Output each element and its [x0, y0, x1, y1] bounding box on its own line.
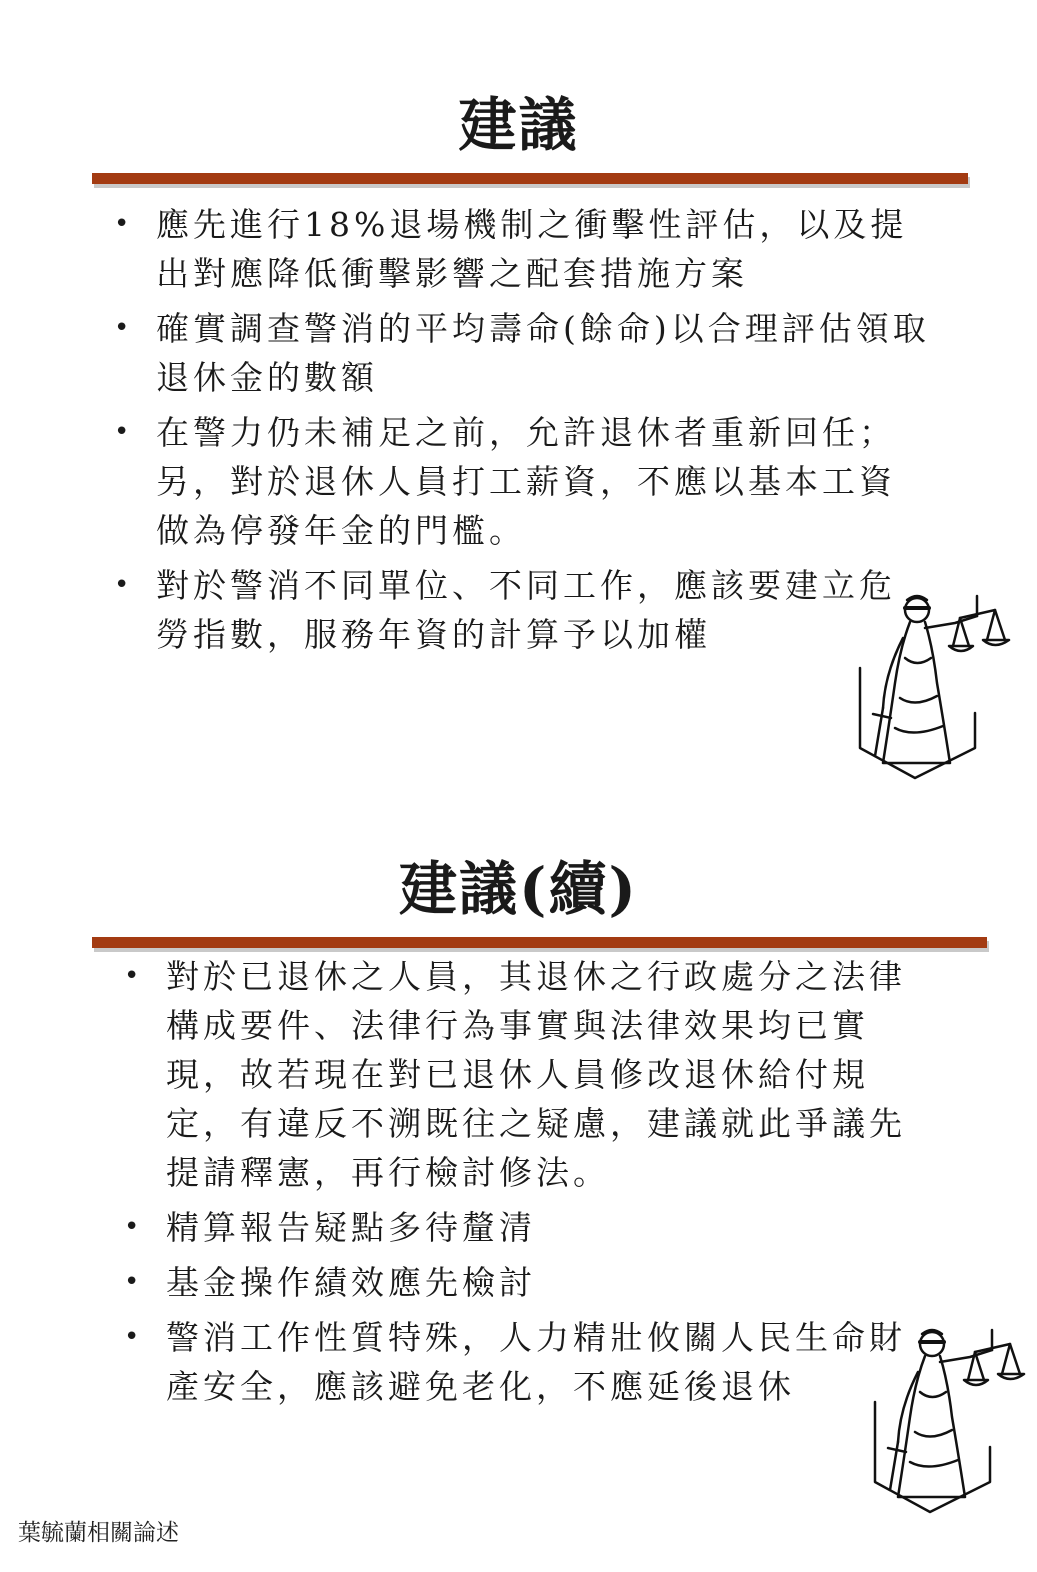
- slide2-bullet-4: • 警消工作性質特殊，人力精壯攸關人民生命財產安全，應該避免老化，不應延後退休: [120, 1313, 920, 1411]
- lady-justice-icon: [855, 588, 1015, 783]
- slide1-title-rule: [92, 173, 968, 184]
- slide2-bullet-3: • 基金操作績效應先檢討: [120, 1258, 920, 1307]
- slide2-bullet-2: • 精算報告疑點多待釐清: [120, 1203, 920, 1252]
- slide1-bullet-2: • 確實調查警消的平均壽命(餘命)以合理評估領取退休金的數額: [110, 304, 930, 402]
- lady-justice-icon: [870, 1322, 1030, 1517]
- slide2-bullet-1: • 對於已退休之人員，其退休之行政處分之法律構成要件、法律行為事實與法律效果均已實現，故若現在對已退休人員修改退休給付規定，有違反不溯既往之疑慮，建議就此爭議先提請釋憲，再行檢討修法。: [120, 952, 920, 1197]
- footer-caption: 葉毓蘭相關論述: [18, 1520, 179, 1546]
- slide1-bullet-1: • 應先進行18%退場機制之衝擊性評估，以及提出對應降低衝擊影響之配套措施方案: [110, 200, 930, 298]
- slide1-bullet-3: • 在警力仍未補足之前，允許退休者重新回任；另，對於退休人員打工薪資，不應以基本工資做為停發年金的門檻。: [110, 408, 930, 555]
- slide1-title: 建議: [458, 91, 579, 159]
- slide2-title-rule: [92, 937, 987, 948]
- slide1-bullet-list: [110, 200, 930, 665]
- slide1-bullet-4: • 對於警消不同單位、不同工作，應該要建立危勞指數，服務年資的計算予以加權: [110, 561, 930, 659]
- slide2-title: 建議(續): [399, 855, 638, 923]
- slide2-bullet-list: [120, 952, 920, 1417]
